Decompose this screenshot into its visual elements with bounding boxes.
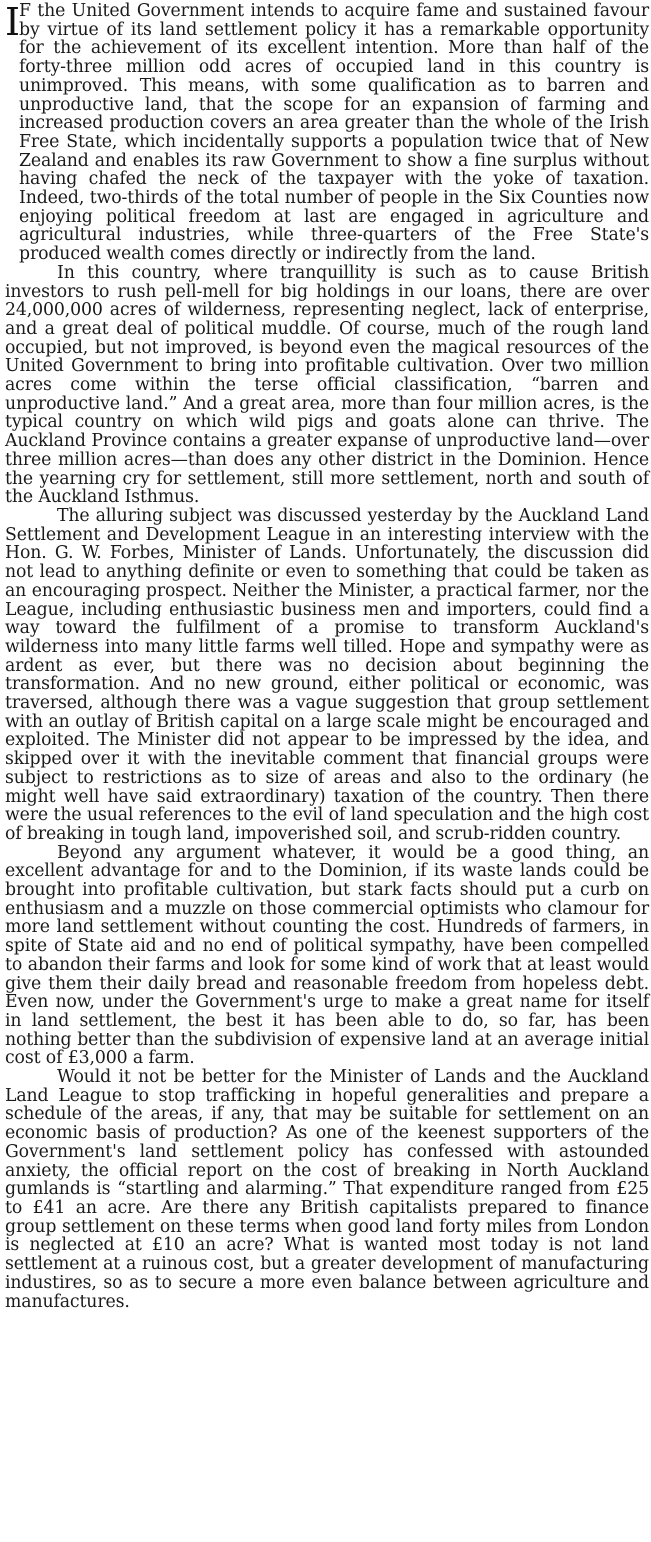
drop-cap: I (5, 0, 21, 44)
paragraph-2: In this country, where tranquillity is such as to cause British investors to rush pell-mell for big holdings in our loans, there are over 24,000,000 acres of wilderness, representing neglect, lack of enterprise, and a great deal of political muddle. Of course, much of the rough land occupied, but not improved, is beyond even the magical resources of the United Government to bring into profitable cultivation. Over two million acres come within the terse official classification, “barren and unproductive land.” And a great area, more than four million acres, is the typical country on which wild pigs and goats alone can thrive. The Auckland Province contains a greater expanse of unproductive land—over three million acres—than does any other district in the Dominion. Hence the yearning cry for settlement, still more settlement, north and south of the Auckland Isthmus. (5, 262, 649, 508)
paragraph-1: F the United Government intends to acquire fame and sustained favour by virtue of its land settlement policy it has a remarkable opportunity for the achievement of its excellent intention. More than half of the forty-three million odd acres of occupied land in this country is unimproved. This means, with some qualification as to barren and unproductive land, that the scope for an expansion of farming and increased production covers an area greater than the whole of the Irish Free State, which incidentally supports a population twice that of New Zealand and enables its raw Government to show a fine surplus without having chafed the neck of the taxpayer with the yoke of taxation. Indeed, two-thirds of the total number of people in the Six Counties now enjoying political freedom at last are engaged in agriculture and agricultural industries, while three-quarters of the Free State's produced wealth comes directly or indirectly from the land. (19, 1, 649, 265)
opening-paragraph-block (5, 2, 649, 264)
paragraph-4: Beyond any argument whatever, it would be a good thing, an excellent advantage for and to the Dominion, if its waste lands could be brought into profitable cultivation, but stark facts should put a curb on enthusiasm and a muzzle on those commercial optimists who clamour for more land settlement without counting the cost. Hundreds of farmers, in spite of State aid and no end of political sympathy, have been compelled to abandon their farms and look for some kind of work that at least would give them their daily bread and reasonable freedom from hopeless debt. Even now, under the Government's urge to make a great name for itself in land settlement, the best it has been able to do, so far, has been nothing better than the subdivision of expensive land at an average initial cost of £3,000 a farm. (5, 842, 649, 1069)
newspaper-editorial (5, 2, 649, 1540)
paragraph-5: Would it not be better for the Minister of Lands and the Auckland Land League to stop trafficking in hopeful generalities and prepare a schedule of the areas, if any, that may be suitable for settlement on an economic basis of production? As one of the keenest supporters of the Government's land settlement policy has confessed with astounded anxiety, the official report on the cost of breaking in North Auckland gumlands is “startling and alarming.” That expenditure ranged from £25 to £41 an acre. Are there any British capitalists prepared to finance group settlement on these terms when good land forty miles from London is neglected at £10 an acre? What is wanted most today is not land settlement at a ruinous cost, but a greater development of manufacturing industires, so as to secure a more even balance between agriculture and manufactures. (5, 1067, 649, 1312)
paragraph-3: The alluring subject was discussed yesterday by the Auckland Land Settlement and Development League in an interesting interview with the Hon. G. W. Forbes, Minister of Lands. Unfortunately, the discussion did not lead to anything definite or even to something that could be taken as an encouraging prospect. Neither the Minister, a practical farmer, nor the League, including enthusiastic business men and importers, could find a way toward the fulfilment of a promise to transform Auckland's wilderness into many little farms well tilled. Hope and sympathy were as ardent as ever, but there was no decision about beginning the transformation. And no new ground, either political or economic, was traversed, although there was a vague suggestion that group settlement with an outlay of British capital on a large scale might be encouraged and exploited. The Minister did not appear to be impressed by the idea, and skipped over it with the inevitable comment that financial groups were subject to restrictions as to size of areas and also to the ordinary (he might well have said extraordinary) taxation of the country. Then there were the usual references to the evil of land speculation and the high cost of breaking in tough land, impoverished soil, and scrub-ridden country. (5, 505, 649, 844)
